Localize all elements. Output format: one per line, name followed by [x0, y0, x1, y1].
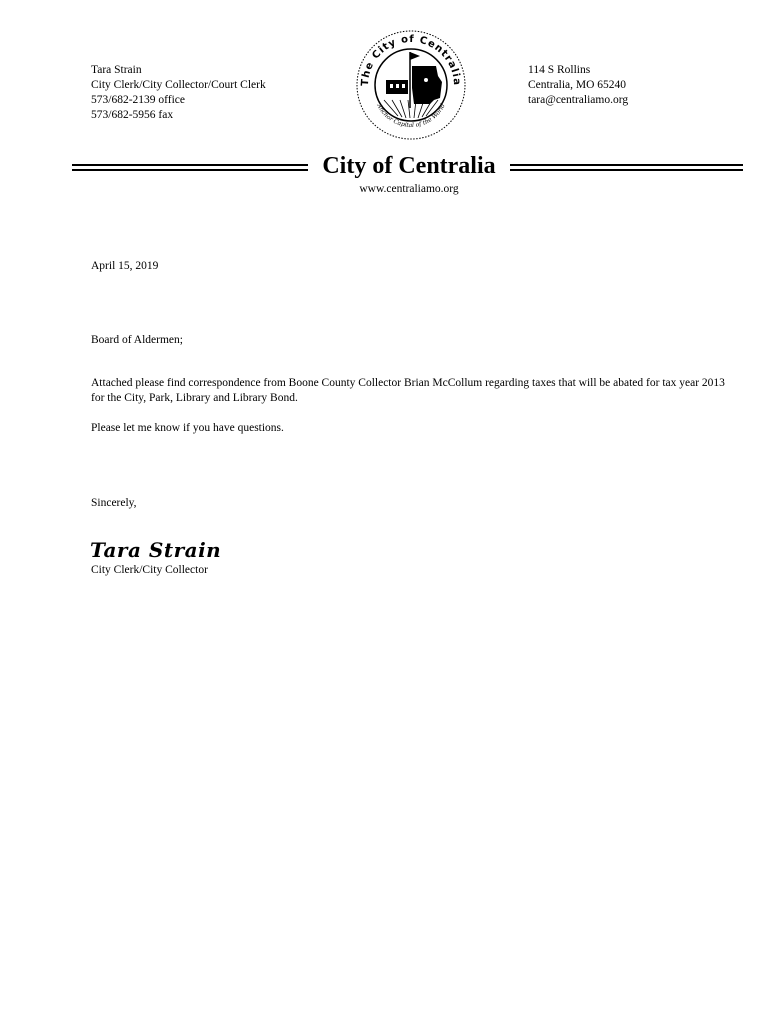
missouri-map-icon: [412, 66, 442, 104]
signature: Tara Strain: [90, 538, 222, 562]
letter-questions: Please let me know if you have questions.: [91, 422, 284, 434]
building-icon: [386, 80, 408, 94]
letter-closing: Sincerely,: [91, 497, 137, 509]
sender-phone: 573/682-2139 office: [91, 94, 186, 106]
letter-salutation: Board of Aldermen;: [91, 334, 183, 346]
website-url: www.centraliamo.org: [359, 183, 459, 195]
street-address: 114 S Rollins: [528, 64, 591, 76]
city-seal-logo: [354, 28, 468, 142]
seal-top-text: The City of Centralia: [359, 33, 463, 87]
sender-fax: 573/682-5956 fax: [91, 109, 174, 121]
city-state-zip: Centralia, MO 65240: [528, 79, 627, 91]
signer-title: City Clerk/City Collector: [91, 564, 208, 576]
sender-name: Tara Strain: [91, 64, 142, 76]
email-address: tara@centraliamo.org: [528, 94, 629, 106]
letter-body: Attached please find correspondence from Boone County Collector Brian McCollum regarding taxes that will be abated for tax year 2013 for the City, Park, Library and Library Bond.: [91, 377, 725, 404]
sender-block: [91, 63, 266, 123]
header-rule-right: [510, 164, 743, 171]
header-rule-left: [72, 164, 308, 171]
city-title: City of Centralia: [322, 153, 496, 179]
address-block: [528, 63, 628, 108]
seal-bottom-text: Anchor Capital of the World: [375, 102, 447, 130]
sender-title: City Clerk/City Collector/Court Clerk: [91, 79, 266, 91]
letter-date: April 15, 2019: [91, 260, 159, 272]
